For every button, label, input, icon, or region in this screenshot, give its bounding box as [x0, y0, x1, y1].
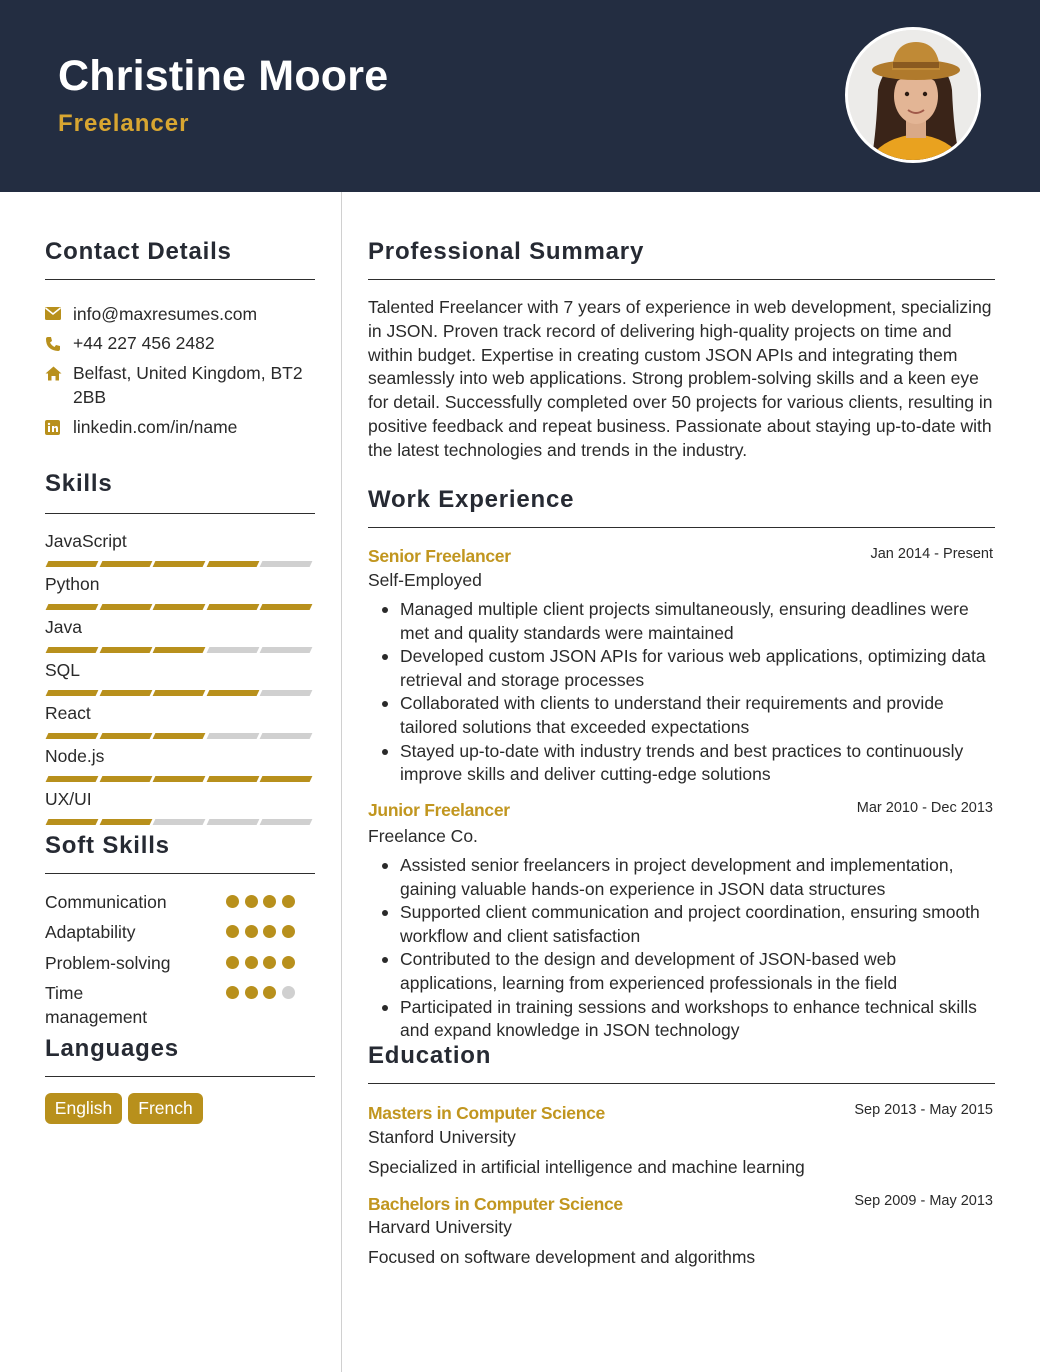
- soft-skills-divider: [45, 873, 315, 874]
- job-bullets: [368, 598, 998, 787]
- soft-skill-dot: [245, 986, 258, 999]
- education-title: Education: [368, 1042, 492, 1069]
- skill-level-segment: [46, 561, 99, 567]
- linkedin-icon: [45, 415, 73, 439]
- skill-name: Java: [45, 617, 82, 637]
- degree-description: Specialized in artificial intelligence and machine learning: [368, 1157, 805, 1177]
- skill-level-segment: [260, 647, 313, 653]
- skill-level-segment: [153, 561, 206, 567]
- school-name: Harvard University: [368, 1217, 512, 1237]
- soft-skill-dot: [282, 895, 295, 908]
- column-divider: [341, 192, 342, 1372]
- skill-level-segment: [260, 690, 313, 696]
- language-chip-english: English: [45, 1093, 122, 1124]
- languages-title: Languages: [45, 1035, 179, 1062]
- contact-divider: [45, 279, 315, 280]
- experience-divider: [368, 527, 995, 528]
- soft-skill-dot: [226, 895, 239, 908]
- skill-level-segment: [206, 690, 259, 696]
- skill-level-bar: [45, 733, 315, 739]
- skill-name: React: [45, 703, 91, 723]
- skill-level-segment: [260, 733, 313, 739]
- experience-title: Work Experience: [368, 486, 575, 513]
- contact-linkedin[interactable]: [45, 415, 315, 439]
- soft-skill-dot: [282, 925, 295, 938]
- soft-skill-name: Problem-solving: [45, 953, 171, 973]
- contact-phone[interactable]: [45, 331, 315, 355]
- skill-level-segment: [99, 561, 152, 567]
- contact-email[interactable]: [45, 302, 315, 326]
- soft-skill-name: Adaptability: [45, 922, 136, 942]
- phone-icon: [45, 331, 73, 355]
- skill-level-segment: [206, 647, 259, 653]
- degree-date: Sep 2009 - May 2013: [854, 1193, 993, 1209]
- skill-level-segment: [260, 776, 313, 782]
- skill-level-bar: [45, 690, 315, 696]
- contact-address-text: Belfast, United Kingdom, BT2 2BB: [73, 363, 303, 407]
- skill-level-segment: [206, 776, 259, 782]
- skill-name: SQL: [45, 660, 81, 680]
- languages-divider: [45, 1076, 315, 1077]
- skill-level-segment: [153, 819, 206, 825]
- summary-divider: [368, 279, 995, 280]
- list-item: Developed custom JSON APIs for various web applications, optimizing data retrieval and storage processes: [368, 645, 998, 692]
- skill-name: Python: [45, 574, 100, 594]
- skill-level-segment: [46, 604, 99, 610]
- skill-level-segment: [153, 604, 206, 610]
- soft-skill-name: Time management: [45, 983, 148, 1027]
- soft-skill-dot: [263, 895, 276, 908]
- summary-title: Professional Summary: [368, 238, 645, 265]
- skill-level-segment: [260, 819, 313, 825]
- list-item: Collaborated with clients to understand their requirements and provide tailored solutions that exceeded expectations: [368, 692, 998, 739]
- skill-level-segment: [153, 776, 206, 782]
- job-title: Senior Freelancer: [368, 546, 511, 566]
- job-date: Jan 2014 - Present: [870, 546, 993, 562]
- degree-title: Masters in Computer Science: [368, 1103, 605, 1123]
- candidate-name: Christine Moore: [58, 52, 389, 100]
- skill-name: UX/UI: [45, 789, 92, 809]
- education-divider: [368, 1083, 995, 1084]
- skill-level-segment: [153, 647, 206, 653]
- list-item: Assisted senior freelancers in project development and implementation, gaining valuable hands-on experience in JSON data structures: [368, 854, 998, 901]
- profile-photo: [845, 27, 981, 163]
- skill-level-bar: [45, 604, 315, 610]
- job-bullets: [368, 854, 998, 1043]
- soft-skill-dot: [245, 895, 258, 908]
- soft-skill-dot: [282, 956, 295, 969]
- contact-linkedin-text: linkedin.com/in/name: [73, 417, 238, 437]
- skill-level-segment: [260, 561, 313, 567]
- school-name: Stanford University: [368, 1127, 516, 1147]
- job-company: Freelance Co.: [368, 826, 478, 846]
- soft-skill-dot: [282, 986, 295, 999]
- skill-level-bar: [45, 776, 315, 782]
- skill-level-segment: [99, 647, 152, 653]
- skills-title: Skills: [45, 470, 113, 497]
- skill-level-segment: [99, 776, 152, 782]
- soft-skill-dot: [245, 925, 258, 938]
- soft-skill-dot: [263, 925, 276, 938]
- skill-level-segment: [46, 647, 99, 653]
- list-item: Contributed to the design and development of JSON-based web applications, learning from experienced professionals in the field: [368, 948, 998, 995]
- skill-level-segment: [206, 733, 259, 739]
- list-item: Supported client communication and project coordination, ensuring smooth workflow and client satisfaction: [368, 901, 998, 948]
- skills-divider: [45, 513, 315, 514]
- skill-level-bar: [45, 819, 315, 825]
- skill-level-segment: [46, 690, 99, 696]
- skill-level-segment: [206, 561, 259, 567]
- skill-level-segment: [260, 604, 313, 610]
- summary-text: Talented Freelancer with 7 years of experience in web development, specializing in JSON. Proven track record of delivering high-quality projects on time and within budget. Expertise in creating custom JSON APIs and integrating them seamlessly into web applications. Strong problem-solving skills and a keen eye for detail. Successfully completed over 50 projects for various clients, resulting in positive feedback and repeat business. Passionate about staying up-to-date with the latest technologies and trends in the industry.: [368, 297, 993, 460]
- envelope-icon: [45, 302, 73, 326]
- skill-level-segment: [153, 733, 206, 739]
- skill-name: Node.js: [45, 746, 105, 766]
- soft-skill-dot: [263, 956, 276, 969]
- skill-level-segment: [99, 690, 152, 696]
- skill-level-segment: [99, 819, 152, 825]
- degree-date: Sep 2013 - May 2015: [854, 1102, 993, 1118]
- skill-level-bar: [45, 647, 315, 653]
- home-icon: [45, 361, 73, 409]
- candidate-role: Freelancer: [58, 110, 190, 137]
- resume-header: [0, 0, 1040, 192]
- language-chip-french: French: [128, 1093, 203, 1124]
- contact-address: [45, 361, 315, 409]
- skill-level-segment: [99, 733, 152, 739]
- skill-level-bar: [45, 561, 315, 567]
- list-item: Participated in training sessions and workshops to enhance technical skills and expand knowledge in JSON technology: [368, 996, 998, 1043]
- soft-skills-title: Soft Skills: [45, 832, 170, 859]
- soft-skill-dot: [245, 956, 258, 969]
- degree-description: Focused on software development and algorithms: [368, 1247, 756, 1267]
- contact-title: Contact Details: [45, 238, 232, 265]
- job-company: Self-Employed: [368, 570, 482, 590]
- soft-skill-dot: [226, 986, 239, 999]
- skill-level-segment: [153, 690, 206, 696]
- contact-phone-text: +44 227 456 2482: [73, 333, 215, 353]
- contact-email-text: info@maxresumes.com: [73, 304, 258, 324]
- skill-name: JavaScript: [45, 531, 127, 551]
- degree-title: Bachelors in Computer Science: [368, 1194, 623, 1214]
- job-date: Mar 2010 - Dec 2013: [856, 800, 993, 816]
- job-title: Junior Freelancer: [368, 800, 510, 820]
- list-item: Managed multiple client projects simultaneously, ensuring deadlines were met and quality standards were maintained: [368, 598, 998, 645]
- soft-skill-dot: [226, 925, 239, 938]
- skill-level-segment: [46, 733, 99, 739]
- soft-skill-name: Communication: [45, 892, 167, 912]
- skill-level-segment: [206, 604, 259, 610]
- soft-skill-dot: [263, 986, 276, 999]
- skill-level-segment: [46, 776, 99, 782]
- skill-level-segment: [46, 819, 99, 825]
- soft-skill-dot: [226, 956, 239, 969]
- list-item: Stayed up-to-date with industry trends and best practices to continuously improve skills and deliver cutting-edge solutions: [368, 740, 998, 787]
- skill-level-segment: [206, 819, 259, 825]
- skill-level-segment: [99, 604, 152, 610]
